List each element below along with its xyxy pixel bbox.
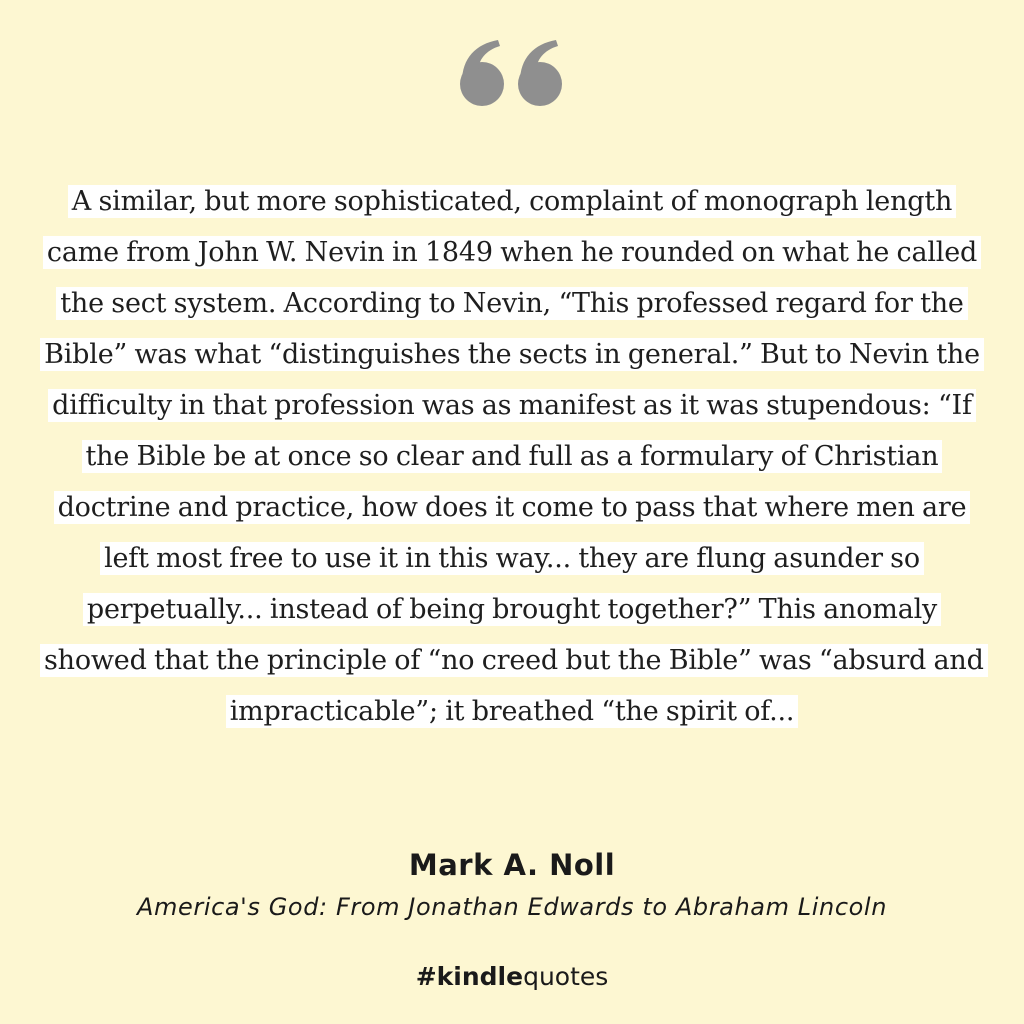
hashtag-light-part: quotes xyxy=(523,962,609,991)
quote-text: A similar, but more sophisticated, complaint of monograph length came from John W. Nevin in 1849 when he rounded on what he called the sect system. According to Nevin, “This professed regard for the Bible” was what “distinguishes the sects in general.” But to Nevin the difficulty in that profession was as manifest as it was stupendous: “If the Bible be at once so clear and full as a formulary of Christian doctrine and practice, how does it come to pass that where men are left most free to use it in this way... they are flung asunder so perpetually... instead of being brought together?” This anomaly showed that the principle of “no creed but the Bible” was “absurd and impracticable”; it breathed “the spirit of... xyxy=(40,185,988,728)
kindle-quotes-hashtag xyxy=(0,962,1024,991)
quote-passage xyxy=(40,176,984,737)
open-double-quote-glyph xyxy=(456,38,568,110)
hashtag-bold-part: #kindle xyxy=(415,962,524,991)
open-double-quote-icon xyxy=(0,38,1024,110)
author-name: Mark A. Noll xyxy=(408,848,616,882)
book-title: America's God: From Jonathan Edwards to Abraham Lincoln xyxy=(136,893,888,921)
